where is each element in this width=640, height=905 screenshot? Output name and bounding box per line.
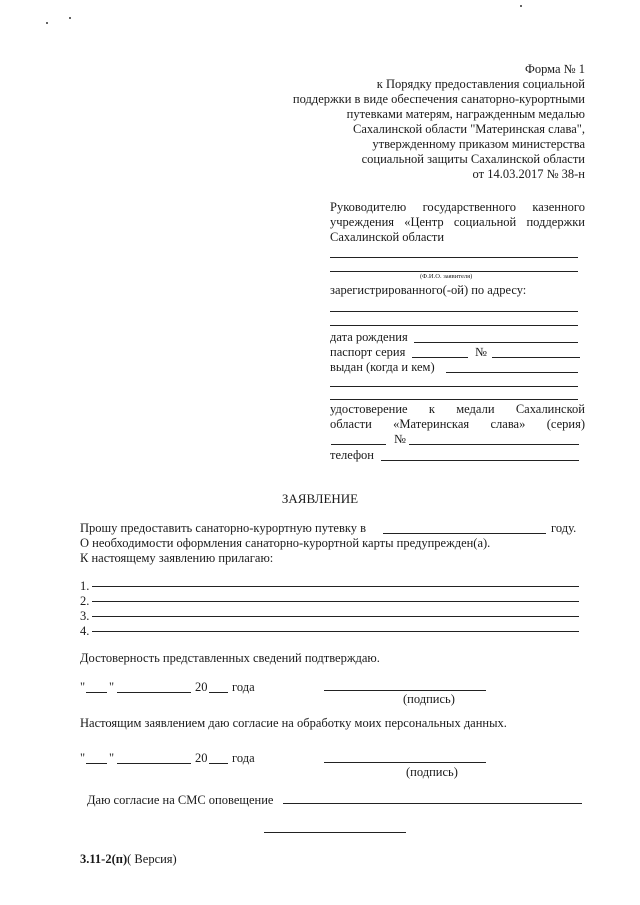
confirm-text: Достоверность представленных сведений подтверждаю. — [80, 651, 380, 665]
request-year-word: году. — [551, 521, 577, 535]
issued-field-line-3[interactable] — [330, 399, 578, 400]
word: (серия) — [546, 417, 585, 431]
date-day-field[interactable] — [86, 692, 107, 693]
certificate-line-2 — [330, 417, 585, 432]
date-year-field[interactable] — [209, 692, 228, 693]
passport-number-field[interactable] — [492, 357, 580, 358]
word: поддержки — [526, 215, 585, 229]
signature-field[interactable] — [324, 690, 486, 691]
form-reference — [293, 77, 585, 182]
date-month-field[interactable] — [117, 692, 191, 693]
word: слава» — [490, 417, 526, 431]
word: «Центр — [404, 215, 444, 229]
addressee-line-2 — [330, 215, 585, 230]
scan-speck — [520, 5, 522, 7]
word: Руководителю — [330, 200, 407, 214]
attachment-item-number: 2. — [80, 594, 90, 608]
attach-text: К настоящему заявлению прилагаю: — [80, 551, 274, 565]
address-field-line-2[interactable] — [330, 325, 578, 326]
form-code-bold: 3.11-2(п) — [80, 852, 128, 866]
attachment-item-number: 4. — [80, 624, 90, 638]
date-year-prefix: 20 — [195, 680, 208, 694]
date-year-field[interactable] — [209, 763, 228, 764]
certificate-number-field[interactable] — [409, 444, 579, 445]
word: социальной — [453, 215, 517, 229]
phone-label: телефон — [330, 448, 374, 462]
word: медали — [456, 402, 495, 416]
word: удостоверение — [330, 402, 408, 416]
date-year-word: года — [232, 751, 255, 765]
date-open-quote: " — [80, 680, 86, 694]
issued-label: выдан (когда и кем) — [330, 360, 435, 374]
word: государственного — [422, 200, 517, 214]
word: к — [428, 402, 435, 416]
passport-series-field[interactable] — [412, 357, 468, 358]
form-number: Форма № 1 — [525, 62, 585, 76]
addressee-line-1 — [330, 200, 585, 215]
reference-line: от 14.03.2017 № 38-н — [472, 167, 585, 181]
reference-line: социальной защиты Сахалинской области — [361, 152, 585, 166]
attachment-item-number: 3. — [80, 609, 90, 623]
certificate-line-1 — [330, 402, 585, 417]
addressee-line-3: Сахалинской области — [330, 230, 445, 244]
scan-speck — [46, 22, 48, 24]
word: «Материнская — [393, 417, 470, 431]
document-title: ЗАЯВЛЕНИЕ — [281, 491, 359, 506]
scan-speck — [69, 17, 71, 19]
reference-line: Сахалинской области "Материнская слава", — [353, 122, 585, 136]
date-close-quote: " — [109, 751, 115, 765]
birth-date-field[interactable] — [414, 342, 578, 343]
sms-consent-field[interactable] — [283, 803, 582, 804]
certificate-number-sign: № — [394, 432, 406, 446]
form-code-version: ( Версия) — [127, 852, 177, 866]
sms-consent-text: Даю согласие на СМС оповещение — [87, 793, 274, 807]
signature-caption: (подпись) — [406, 765, 458, 779]
word: учреждения — [330, 215, 395, 229]
issued-field-line-2[interactable] — [330, 386, 578, 387]
date-month-field[interactable] — [117, 763, 191, 764]
date-year-word: года — [232, 680, 255, 694]
attachment-item-number: 1. — [80, 579, 90, 593]
reference-line: к Порядку предоставления социальной — [376, 77, 585, 91]
form-code — [80, 852, 177, 867]
passport-number-sign: № — [475, 345, 487, 359]
passport-series-label: паспорт серия — [330, 345, 406, 359]
date-day-field[interactable] — [86, 763, 107, 764]
date-open-quote: " — [80, 751, 86, 765]
consent-text: Настоящим заявлением даю согласие на обработку моих персональных данных. — [80, 716, 507, 730]
word: Сахалинской — [515, 402, 585, 416]
certificate-series-field[interactable] — [331, 444, 386, 445]
fio-field-line-1[interactable] — [330, 257, 578, 258]
attachment-item-line[interactable] — [92, 601, 579, 602]
phone-field[interactable] — [381, 460, 579, 461]
date-close-quote: " — [109, 680, 115, 694]
reference-line: поддержки в виде обеспечения санаторно-курортными — [292, 92, 585, 106]
attachment-item-line[interactable] — [92, 586, 579, 587]
attachment-item-line[interactable] — [92, 616, 579, 617]
fio-field-line-2[interactable] — [330, 271, 578, 272]
word: области — [330, 417, 372, 431]
birth-date-label: дата рождения — [330, 330, 408, 344]
reference-line: путевками матерям, награжденным медалью — [346, 107, 585, 121]
issued-field-line-1[interactable] — [446, 372, 578, 373]
fio-caption: (Ф.И.О. заявителя) — [420, 273, 473, 280]
request-year-field[interactable] — [383, 533, 546, 534]
final-signature-line[interactable] — [264, 832, 406, 833]
word: казенного — [532, 200, 585, 214]
reference-line: утвержденному приказом министерства — [372, 137, 585, 151]
notice-text: О необходимости оформления санаторно-курортной карты предупрежден(а). — [80, 536, 491, 550]
signature-field[interactable] — [324, 762, 486, 763]
date-year-prefix: 20 — [195, 751, 208, 765]
attachment-item-line[interactable] — [92, 631, 579, 632]
signature-caption: (подпись) — [403, 692, 455, 706]
registered-label: зарегистрированного(-ой) по адресу: — [330, 283, 527, 297]
address-field-line-1[interactable] — [330, 311, 578, 312]
request-text: Прошу предоставить санаторно-курортную путевку в — [80, 521, 367, 535]
